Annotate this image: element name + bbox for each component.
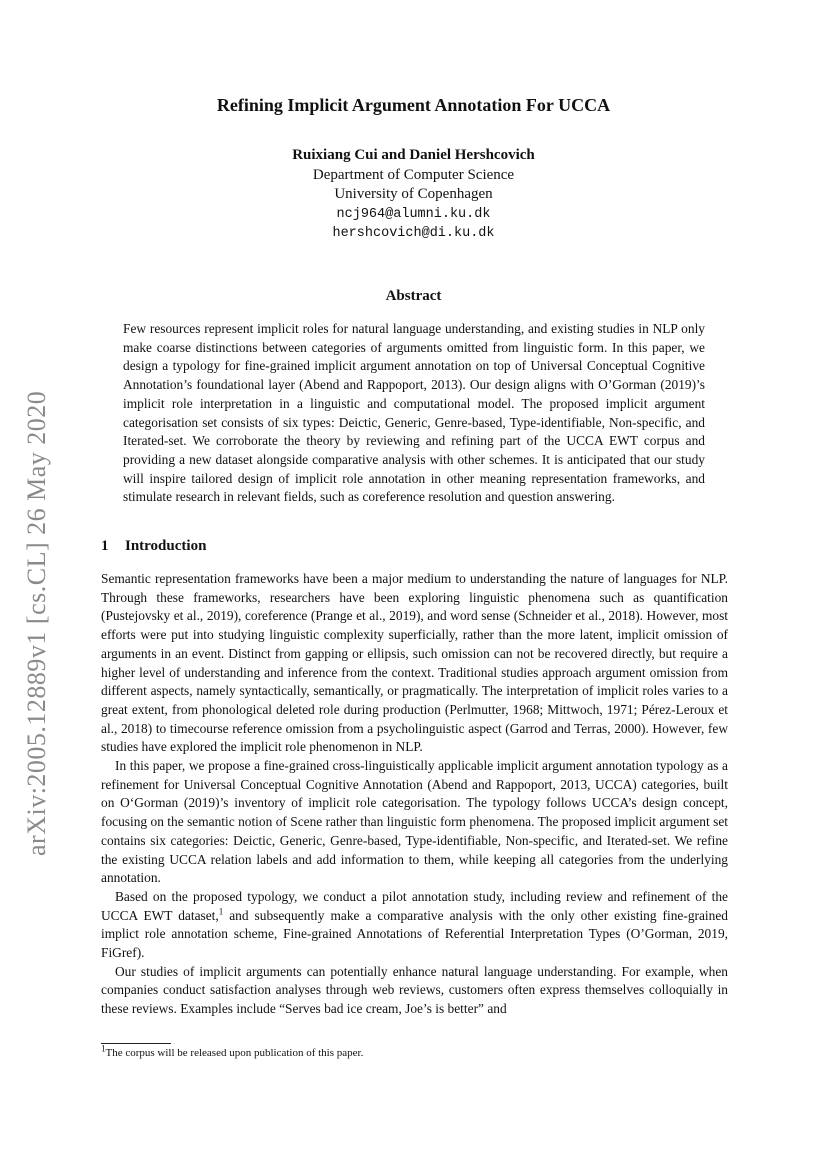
- author-email-1: ncj964@alumni.ku.dk: [336, 206, 491, 222]
- footnote: [101, 1043, 364, 1059]
- footnote-text: The corpus will be released upon publication of this paper.: [105, 1047, 364, 1059]
- paper-title: Refining Implicit Argument Annotation For UCCA: [216, 95, 611, 115]
- author-email-2: hershcovich@di.ku.dk: [332, 226, 495, 241]
- arxiv-identifier-text: arXiv:2005.12889v1 [cs.CL] 26 May 2020: [22, 390, 51, 856]
- footnote-mark: 1: [101, 1043, 106, 1054]
- affiliation-department: Department of Computer Science: [312, 166, 515, 183]
- footnote-divider: [101, 1043, 171, 1044]
- paragraph-4: Our studies of implicit arguments can potentially enhance natural language understanding. For example, when companies conduct satisfaction analyses through web reviews, customers often express themselves colloquially in these reviews. Examples include “Serves bad ice cream, Joe’s is better” and: [101, 963, 728, 1017]
- footnote-reference[interactable]: 1: [218, 906, 224, 917]
- affiliation-university: University of Copenhagen: [334, 186, 493, 202]
- author-names: Ruixiang Cui and Daniel Hershcovich: [292, 147, 535, 163]
- paragraph-3-part-b: and subsequently make a comparative analysis with the only other existing fine-grained implict role annotation scheme, Fine-grained Annotations of Referential Interpretation Types (O’Gorman, 2019, FiGref).: [101, 907, 728, 961]
- paragraph-1: Semantic representation frameworks have been a major medium to understanding the nature of languages for NLP. Through these frameworks, researchers have been exploring linguistic phenomena such as quantification (Pustejovsky et al., 2019), coreference (Prange et al., 2019), and word sense (Schneider et al., 2018). However, most efforts were put into studying linguistic complexity superficially, rather than the more latent, implicit omission of arguments in an event. Distinct from gapping or ellipsis, such omission can not be recovered directly, but require a higher level of understanding and inference from the context. Traditional studies approach argument omission from different aspects, namely syntactically, semantically, or pragmatically. The interpretation of implicit roles varies to a great extent, from phonological deleted role during production (Perlmutter, 1968; Mittwoch, 1971; Pérez-Leroux et al., 2018) to timecourse reference omission from a psycholinguistic aspect (Garrod and Terras, 2000). However, few studies have explored the implicit role phenomenon in NLP.: [101, 571, 728, 755]
- abstract-heading: Abstract: [385, 288, 442, 304]
- paragraph-2: In this paper, we propose a fine-grained cross-linguistically applicable implicit argument annotation typology as a refinement for Universal Conceptual Cognitive Annotation (Abend and Rappoport, 2013, UCCA) categories, built on O‘Gorman (2019)’s inventory of implicit role categorisation. The typology follows UCCA’s design concept, focusing on the semantic notion of Scene rather than linguistic form phenomena. The proposed implicit argument set contains six categories: Deictic, Generic, Genre-based, Type-identifiable, Non-specific, and Iterated-set. We refine the existing UCCA relation labels and add information to them, while keeping all categories from the underlying annotation.: [101, 758, 728, 886]
- section-title: Introduction: [125, 538, 207, 554]
- section-body: [101, 570, 728, 1019]
- section-number: 1: [101, 538, 109, 554]
- section-heading: [101, 538, 206, 555]
- paragraph-3: [101, 888, 728, 963]
- author-block: [0, 146, 827, 244]
- paragraph-3-part-a: Based on the proposed typology, we conduct a pilot annotation study, including review and refinement of the UCCA EWT dataset,: [101, 888, 728, 923]
- abstract-text: Few resources represent implicit roles for natural language understanding, and existing studies in NLP only make coarse distinctions between categories of arguments omitted from linguistic form. In this paper, we design a typology for fine-grained implicit argument annotation on top of Universal Conceptual Cognitive Annotation’s foundational layer (Abend and Rappoport, 2013). Our design aligns with O’Gorman (2019)’s implicit role interpretation in a linguistic and computational model. The proposed implicit argument categorisation set consists of six types: Deictic, Generic, Genre-based, Type-identifiable, Non-specific, and Iterated-set. We corroborate the theory by reviewing and refining part of the UCCA EWT corpus and providing a new dataset alongside comparative analysis with other schemes. It is anticipated that our study will inspire tailored design of implicit role annotation in other meaning representation frameworks, and stimulate research in relevant fields, such as coreference resolution and question answering.: [123, 321, 705, 505]
